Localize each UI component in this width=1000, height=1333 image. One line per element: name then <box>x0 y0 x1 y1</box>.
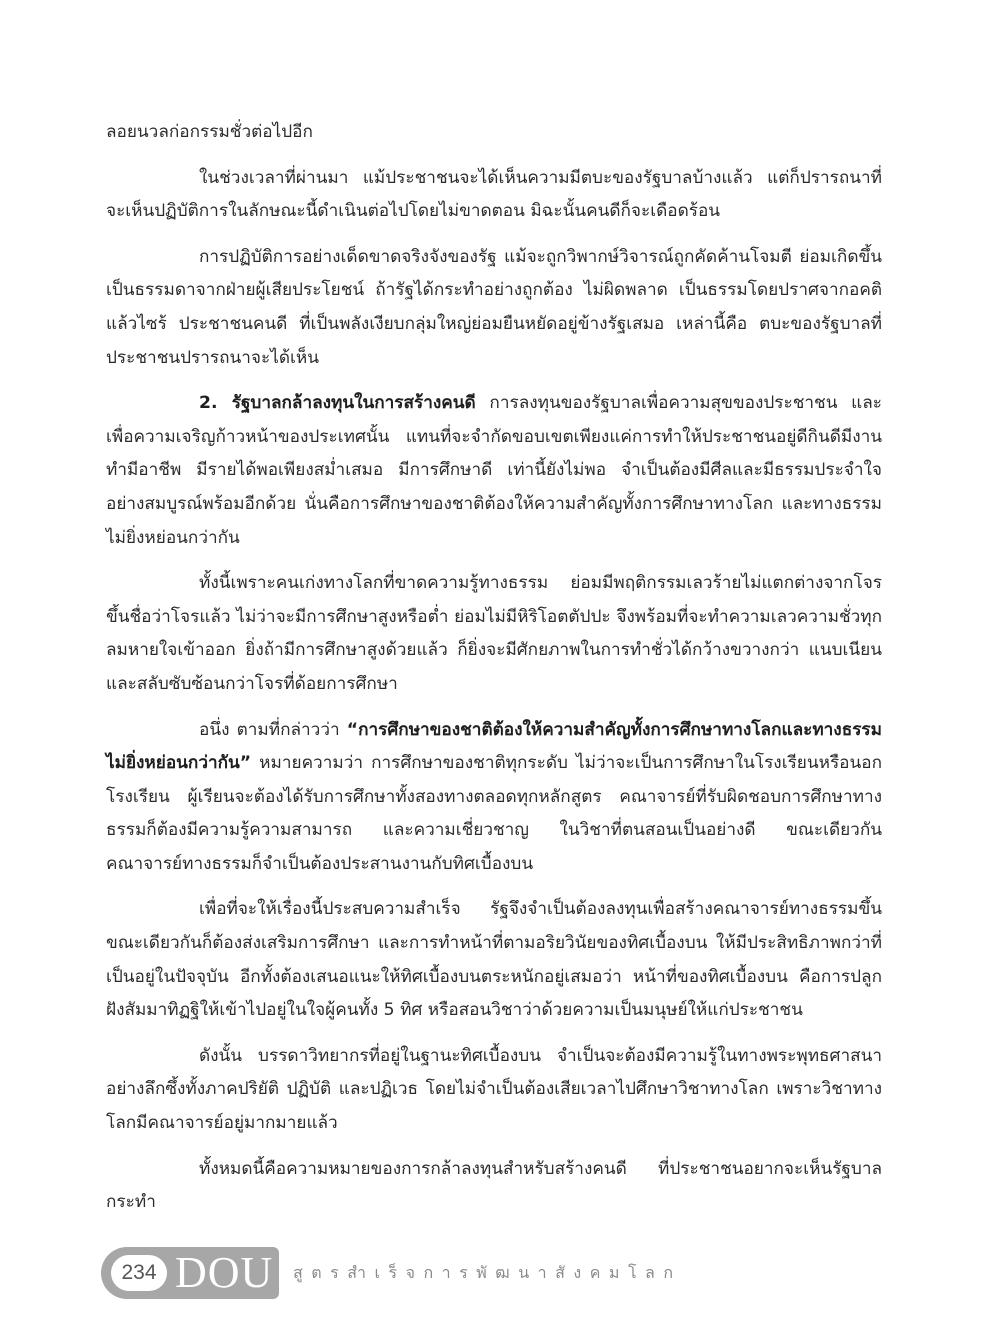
emphasized-quote: “การศึกษาของชาติต้องให้ความสำคัญทั้งการศึกษาทางโลกและทางธรรมไม่ยิ่งหย่อนกว่ากัน” <box>106 719 882 774</box>
page-number: 234 <box>111 1255 167 1291</box>
paragraph-1: ลอยนวลก่อกรรมชั่วต่อไปอีก <box>106 122 313 142</box>
paragraph-3: การปฏิบัติการอย่างเด็ดขาดจริงจังของรัฐ แม้จะถูกวิพากษ์วิจารณ์ถูกคัดค้านโจมตี ย่อมเกิดขึ้นเป็นธรรมดาจากฝ่ายผู้เสียประโยชน์ ถ้ารัฐได้กระทำอย่างถูกต้อง ไม่ผิดพลาด เป็นธรรมโดยปราศจากอคติแล้วไซร้ ประชาชนคนดี ที่เป็นพลังเงียบกลุ่มใหญ่ย่อมยืนหยัดอยู่ข้างรัฐเสมอ เหล่านี้คือ ตบะของรัฐบาลที่ประชาชนปรารถนาจะได้เห็น <box>106 246 882 368</box>
paragraph-5: ทั้งนี้เพราะคนเก่งทางโลกที่ขาดความรู้ทางธรรม ย่อมมีพฤติกรรมเลวร้ายไม่แตกต่างจากโจร ขึ้นชื่อว่าโจรแล้ว ไม่ว่าจะมีการศึกษาสูงหรือต่ำ ย่อมไม่มีหิริโอตตัปปะ จึงพร้อมที่จะทำความเลวความชั่วทุกลมหายใจเข้าออก ยิ่งถ้ามีการศึกษาสูงด้วยแล้ว ก็ยิ่งจะมีศักยภาพในการทำชั่วได้กว้างขวางกว่า แนบเนียนและสลับซับซ้อนกว่าโจรที่ด้อยการศึกษา <box>106 573 882 694</box>
paragraph-9: ทั้งหมดนี้คือความหมายของการกล้าลงทุนสำหรับสร้างคนดี ที่ประชาชนอยากจะเห็นรัฐบาลกระทำ <box>106 1158 882 1213</box>
paragraph-4 <box>106 387 882 555</box>
dou-badge <box>101 1247 279 1299</box>
page-body <box>106 116 882 1232</box>
paragraph-6-lead: อนึ่ง ตามที่กล่าวว่า <box>199 719 347 740</box>
paragraph-7: เพื่อที่จะให้เรื่องนี้ประสบความสำเร็จ รัฐจึงจำเป็นต้องลงทุนเพื่อสร้างคณาจารย์ทางธรรมขึ้นขณะเดียวกันก็ต้องส่งเสริมการศึกษา และการทำหน้าที่ตามอริยวินัยของทิศเบื้องบน ให้มีประสิทธิภาพกว่าที่เป็นอยู่ในปัจจุบัน อีกทั้งต้องเสนอแนะให้ทิศเบื้องบนตระหนักอยู่เสมอว่า หน้าที่ของทิศเบื้องบน คือการปลูกฝังสัมมาทิฏฐิให้เข้าไปอยู่ในใจผู้คนทั้ง 5 ทิศ หรือสอนวิชาว่าด้วยความเป็นมนุษย์ให้แก่ประชาชน <box>106 899 882 1021</box>
section-heading: 2. รัฐบาลกล้าลงทุนในการสร้างคนดี <box>199 393 476 414</box>
paragraph-6 <box>106 714 882 882</box>
paragraph-8: ดังนั้น บรรดาวิทยากรที่อยู่ในฐานะทิศเบื้องบน จำเป็นจะต้องมีความรู้ในทางพระพุทธศาสนาอย่างลึกซึ้งทั้งภาคปริยัติ ปฏิบัติ และปฏิเวธ โดยไม่จำเป็นต้องเสียเวลาไปศึกษาวิชาทางโลก เพราะวิชาทางโลกมีคณาจารย์อยู่มากมายแล้ว <box>106 1045 882 1134</box>
paragraph-4-body: การลงทุนของรัฐบาลเพื่อความสุขของประชาชน และเพื่อความเจริญก้าวหน้าของประเทศนั้น แทนที่จะจำกัดขอบเขตเพียงแค่การทำให้ประชาชนอยู่ดีกินดีมีงานทำมีอาชีพ มีรายได้พอเพียงสม่ำเสมอ มีการศึกษาดี เท่านี้ยังไม่พอ จำเป็นต้องมีศีลและมีธรรมประจำใจอย่างสมบูรณ์พร้อมอีกด้วย นั่นคือการศึกษาของชาติต้องให้ความสำคัญทั้งการศึกษาทางโลก และทางธรรมไม่ยิ่งหย่อนกว่ากัน <box>106 393 882 548</box>
paragraph-2: ในช่วงเวลาที่ผ่านมา แม้ประชาชนจะได้เห็นความมีตบะของรัฐบาลบ้างแล้ว แต่ก็ปรารถนาที่จะเห็นปฏิบัติการในลักษณะนี้ดำเนินต่อไปโดยไม่ขาดตอน มิฉะนั้นคนดีก็จะเดือดร้อน <box>106 167 882 222</box>
paragraph-6-body: หมายความว่า การศึกษาของชาติทุกระดับ ไม่ว่าจะเป็นการศึกษาในโรงเรียนหรือนอกโรงเรียน ผู้เรียนจะต้องได้รับการศึกษาทั้งสองทางตลอดทุกหลักสูตร คณาจารย์ที่รับผิดชอบการศึกษาทางธรรมก็ต้องมีความรู้ความสามารถ และความเชี่ยวชาญ ในวิชาที่ตนสอนเป็นอย่างดี ขณะเดียวกันคณาจารย์ทางธรรมก็จำเป็นต้องประสานงานกับทิศเบื้องบน <box>106 753 882 874</box>
course-title: สูตรสำเร็จการพัฒนาสังคมโลก <box>293 1262 682 1282</box>
dou-logo: DOU <box>175 1248 274 1297</box>
page-footer <box>101 1247 682 1299</box>
